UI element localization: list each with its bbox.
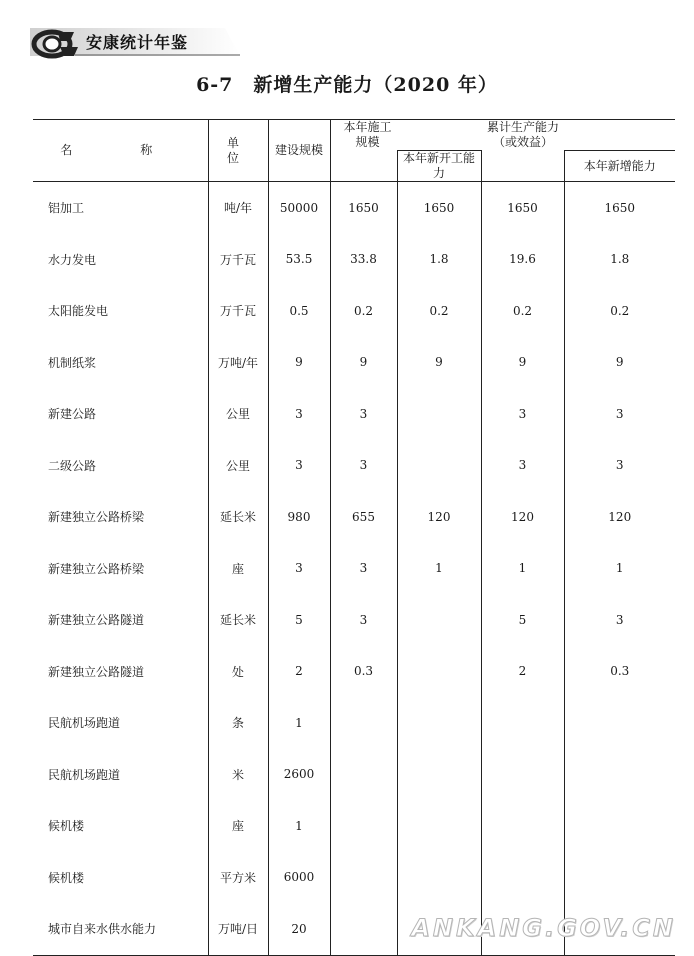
table-row: [33, 388, 675, 440]
cell-name: 太阳能发电: [33, 285, 208, 337]
cell-scale: 50000: [268, 182, 330, 234]
cell-construction: 9: [330, 337, 397, 389]
cell-construction: 0.3: [330, 646, 397, 698]
cell-cumulative: [481, 697, 564, 749]
cell-cumulative: 0.2: [481, 285, 564, 337]
table-row: [33, 440, 675, 492]
cell-new-capacity: 0.3: [610, 664, 630, 679]
cell-new-capacity: [564, 800, 675, 852]
table-row: [33, 749, 675, 801]
cell-new-capacity: 3: [615, 458, 624, 473]
cell-name: 新建独立公路桥梁: [33, 543, 208, 595]
cell-construction: [330, 697, 397, 749]
cell-unit: 延长米: [208, 594, 268, 646]
cell-unit: 万吨/日: [208, 903, 268, 955]
cell-construction: 3: [330, 594, 397, 646]
header-construction: 本年施工规模: [330, 120, 481, 151]
cell-new-start: 1.8: [397, 234, 481, 286]
cell-new-start: [397, 646, 481, 698]
cell-new-start: [397, 800, 481, 852]
cell-cumulative: 2: [481, 646, 564, 698]
cell-new-capacity: 1: [615, 561, 624, 576]
table-row: [33, 800, 675, 852]
cell-new-capacity: [564, 852, 675, 904]
cell-construction: [330, 903, 397, 955]
cell-new-capacity: [564, 697, 675, 749]
cell-cumulative: 3: [481, 440, 564, 492]
cell-construction: [330, 749, 397, 801]
cell-scale: 1: [268, 697, 330, 749]
cell-cumulative: 1: [481, 543, 564, 595]
table-row: [33, 491, 675, 543]
header-name: 名 称: [33, 120, 208, 182]
cell-new-capacity: 3: [615, 612, 624, 627]
cell-unit: 万千瓦: [208, 234, 268, 286]
cell-scale: 0.5: [268, 285, 330, 337]
header-new-start: 本年新开工能力: [397, 151, 481, 182]
cell-unit: 公里: [208, 388, 268, 440]
table-row: [33, 543, 675, 595]
cell-scale: 3: [268, 440, 330, 492]
cell-construction: 0.2: [330, 285, 397, 337]
cell-scale: 6000: [268, 852, 330, 904]
cell-cumulative: [481, 800, 564, 852]
cell-name: 铝加工: [33, 182, 208, 234]
cell-unit: 座: [208, 543, 268, 595]
table-row: [33, 182, 675, 234]
table-row: [33, 234, 675, 286]
cell-scale: 980: [268, 491, 330, 543]
cell-cumulative: [481, 749, 564, 801]
table-row: [33, 646, 675, 698]
header-new-capacity: 本年新增能力: [564, 151, 675, 182]
cell-unit: 平方米: [208, 852, 268, 904]
cell-new-capacity: 3: [615, 406, 624, 421]
cell-new-start: [397, 388, 481, 440]
cell-construction: [330, 852, 397, 904]
cell-name: 机制纸浆: [33, 337, 208, 389]
cell-new-start: [397, 749, 481, 801]
cell-name: 候机楼: [33, 852, 208, 904]
cell-new-capacity: 9: [615, 355, 624, 370]
cell-new-start: [397, 852, 481, 904]
cell-construction: 3: [330, 440, 397, 492]
cell-cumulative: 3: [481, 388, 564, 440]
table-row: [33, 337, 675, 389]
cell-name: 新建独立公路桥梁: [33, 491, 208, 543]
cell-name: 民航机场跑道: [33, 697, 208, 749]
yearbook-logo-icon: [30, 28, 80, 60]
cell-name: 水力发电: [33, 234, 208, 286]
header-cumulative-spacer: [481, 151, 564, 182]
cell-new-start: 9: [397, 337, 481, 389]
cell-cumulative: [481, 852, 564, 904]
cell-scale: 53.5: [268, 234, 330, 286]
cell-scale: 1: [268, 800, 330, 852]
cell-new-start: 0.2: [397, 285, 481, 337]
table-row: [33, 285, 675, 337]
cell-new-start: [397, 440, 481, 492]
cell-name: 新建公路: [33, 388, 208, 440]
cell-scale: 9: [268, 337, 330, 389]
cell-construction: 3: [330, 543, 397, 595]
cell-unit: 吨/年: [208, 182, 268, 234]
cell-scale: 20: [268, 903, 330, 955]
table-row: [33, 594, 675, 646]
cell-cumulative: 5: [481, 594, 564, 646]
cell-name: 候机楼: [33, 800, 208, 852]
cell-unit: 万千瓦: [208, 285, 268, 337]
cell-new-start: 1: [397, 543, 481, 595]
header-unit: 单 位: [208, 120, 268, 182]
cell-name: 新建独立公路隧道: [33, 594, 208, 646]
cell-unit: 座: [208, 800, 268, 852]
cell-unit: 条: [208, 697, 268, 749]
book-title: 安康统计年鉴: [86, 33, 189, 52]
cell-new-capacity: [564, 749, 675, 801]
cell-construction: 1650: [330, 182, 397, 234]
cell-construction: 33.8: [330, 234, 397, 286]
header-construction-spacer: [330, 151, 397, 182]
cell-unit: 公里: [208, 440, 268, 492]
cell-name: 城市自来水供水能力: [33, 903, 208, 955]
cell-name: 民航机场跑道: [33, 749, 208, 801]
cell-scale: 3: [268, 543, 330, 595]
cell-new-start: 120: [397, 491, 481, 543]
cell-scale: 3: [268, 388, 330, 440]
cell-new-start: 1650: [397, 182, 481, 234]
page-title: 6-7 新增生产能力（2020 年）: [196, 74, 498, 96]
cell-unit: 延长米: [208, 491, 268, 543]
cell-cumulative: 1650: [481, 182, 564, 234]
cell-new-capacity: 1.8: [610, 252, 630, 267]
table-row: [33, 697, 675, 749]
header-cumulative: 累计生产能力（或效益）: [481, 120, 675, 151]
cell-new-start: [397, 697, 481, 749]
cell-cumulative: 9: [481, 337, 564, 389]
table-row: [33, 852, 675, 904]
capacity-table: [33, 119, 675, 956]
cell-name: 二级公路: [33, 440, 208, 492]
cell-scale: 2: [268, 646, 330, 698]
cell-new-capacity: 120: [608, 509, 632, 524]
cell-name: 新建独立公路隧道: [33, 646, 208, 698]
watermark: ANKANG.GOV.CN: [411, 914, 676, 942]
cell-construction: 655: [330, 491, 397, 543]
cell-cumulative: 19.6: [481, 234, 564, 286]
cell-new-start: [397, 594, 481, 646]
cell-construction: [330, 800, 397, 852]
cell-unit: 米: [208, 749, 268, 801]
cell-scale: 5: [268, 594, 330, 646]
cell-new-capacity: 0.2: [610, 303, 630, 318]
cell-new-capacity: 1650: [604, 200, 636, 215]
cell-scale: 2600: [268, 749, 330, 801]
header-scale: 建设规模: [268, 120, 330, 182]
cell-unit: 处: [208, 646, 268, 698]
cell-unit: 万吨/年: [208, 337, 268, 389]
cell-cumulative: 120: [481, 491, 564, 543]
cell-construction: 3: [330, 388, 397, 440]
